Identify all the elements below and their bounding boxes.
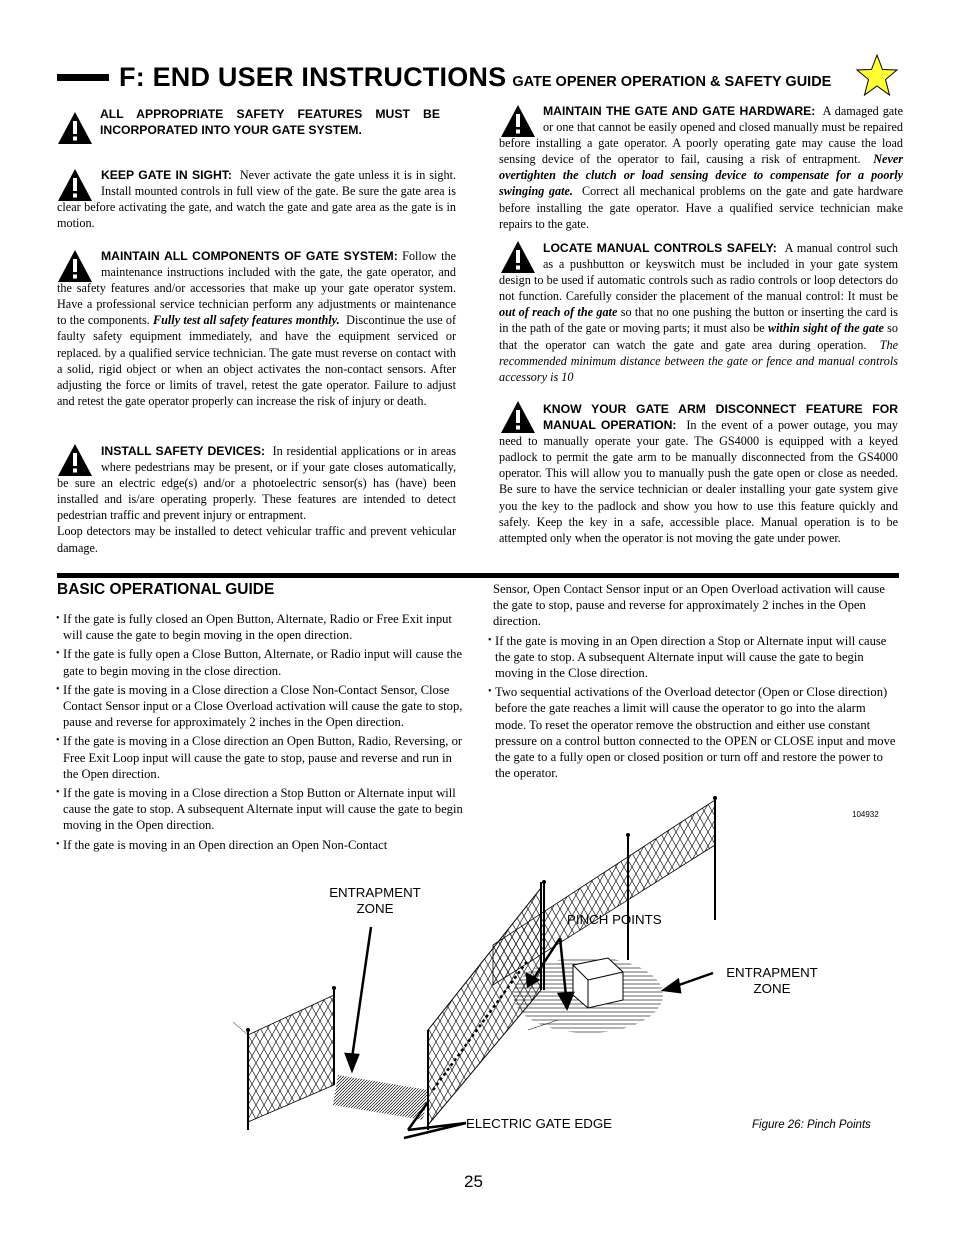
guide-title: BASIC OPERATIONAL GUIDE — [57, 581, 275, 598]
page-title — [119, 62, 831, 93]
section-text: Follow the maintenance instructions included with the gate, the gate operator, and the safety features and/or accessories that make up your gate operator system. Have a professional service technician perform any adjustments or maintenance to the components. — [57, 249, 456, 328]
warning-icon — [57, 111, 93, 145]
section-emphasis: Never overtighten the clutch or load sensing device to compensate for a poorly swinging gate. — [499, 152, 904, 199]
install-safety-devices — [57, 443, 456, 556]
list-item: • If the gate is fully closed an Open Button, Alternate, Radio or Free Exit input will cause the gate to begin moving in the open direction. — [57, 611, 469, 643]
notice-heading: ALL APPROPRIATE SAFETY FEATURES MUST BE INCORPORATED INTO YOUR GATE SYSTEM. — [100, 107, 440, 138]
section-text: Correct all mechanical problems on the gate and gate hardware before installing the gate operator. Have a qualified service technician make repairs to the gate. — [499, 184, 903, 231]
label-electric-gate-edge: ELECTRIC GATE EDGE — [466, 1116, 613, 1131]
title-sub: GATE OPENER OPERATION & SAFETY GUIDE — [512, 74, 832, 90]
label-entrapment-zone-right: ENTRAPMENT ZONE — [726, 965, 818, 996]
section-heading: MAINTAIN ALL COMPONENTS OF GATE SYSTEM: — [101, 249, 398, 263]
section-heading: INSTALL SAFETY DEVICES: — [101, 444, 266, 458]
safety-features-notice — [100, 106, 440, 138]
page-number: 25 — [464, 1172, 483, 1191]
guide-right-bullets — [489, 581, 899, 784]
section-heading: KEEP GATE IN SIGHT: — [101, 168, 232, 182]
section-text: A damaged gate or one that cannot be easily opened and closed manually must be repaired before installing a gate operator. A poorly operating gate may cause the load sensing device of the operator to fail, causing a risk of entrapment. — [499, 104, 904, 167]
section-text: so that the operator can watch the gate and gate area during operation. — [499, 321, 898, 352]
section-divider — [57, 573, 899, 578]
section-text: In residential applications or in areas where pedestrians may be present, or if your gate closes automatically, be sure an electric edge(s) and/or a photoelectric sensor(s) has (have) been installed and is/are operating properly. These features are intended to detect pedestrian traffic and prevent injury or entrapment. — [57, 444, 457, 523]
section-text: Loop detectors may be installed to detect vehicular traffic and prevent vehicular damage. — [57, 524, 456, 555]
list-item: • If the gate is moving in an Open direction an Open Non-Contact — [57, 837, 469, 853]
label-entrapment-zone-left: ENTRAPMENT ZONE — [329, 885, 421, 916]
section-text: Never activate the gate unless it is in sight. Install mounted controls in full view of the gate. Be sure the gate area is clear before activating the gate, and watch the gate and gate area as the gate is in motion. — [57, 168, 456, 231]
list-item: • If the gate is moving in an Open direction a Stop or Alternate input will cause the gate to stop. A subsequent Alternate input will cause the gate to begin moving in the Close direction. — [489, 633, 899, 682]
locate-manual-controls — [499, 240, 898, 385]
list-item: • Two sequential activations of the Overload detector (Open or Close direction) before the gate reaches a limit will cause the operator to go into the alarm mode. To reset the operator remove the obstruction and either use constant pressure on a control button connected to the OPEN or CLOSE input and move the gate to a fully open or closed position or turn off and restore the power to the operator. — [489, 684, 899, 781]
maintain-components — [57, 248, 456, 409]
section-emphasis: out of reach of the gate — [499, 305, 618, 320]
section-text: A manual control such as a pushbutton or keyswitch must be included in your gate system design to be used if automatic controls such as radio controls or loop detectors do not function. Carefully consider the placement of the manual control: It must be — [499, 241, 898, 304]
star-icon — [855, 53, 899, 99]
section-heading: LOCATE MANUAL CONTROLS SAFELY: — [543, 241, 777, 255]
list-item: • If the gate is fully open a Close Button, Alternate, or Radio input will cause the gate to begin moving in the close direction. — [57, 646, 469, 678]
header-rule — [57, 74, 109, 81]
section-text: Discontinue the use of faulty safety equipment immediately, and have the equipment serviced or replaced. by a qualified service technician. The gate must reverse on contact with a solid, rigid object or when an object activates the non-contact sensors. After adjusting the force or limits of travel, retest the gate operator. Failure to adjust and retest the gate operator properly can increase the risk of injury or death. — [57, 313, 457, 408]
section-text: In the event of a power outage, you may need to manually operate your gate. The GS4000 is equipped with a keyed padlock to permit the gate arm to be manually disconnected from the GS4000 operator. This will allow you to manually push the gate open or close as needed. Be sure to have the service technician or dealer installing your gate system give you the key to the padlock and show you how to use this feature quickly and safely. Keep the key in a safe, accessible place. Manual operation is to be attempted only when the operator is not moving the gate under power. — [499, 418, 899, 545]
list-item: • If the gate is moving in a Close direction a Stop Button or Alternate input will cause the gate to stop. A subsequent Alternate input will cause the gate to begin moving in the Open direction. — [57, 785, 469, 834]
keep-gate-in-sight — [57, 167, 456, 231]
pinch-points-illustration — [228, 790, 728, 1150]
section-italic: The recommended minimum distance between the gate or fence and manual controls accessory is 10 — [499, 337, 899, 384]
section-text: so that no one pushing the button or inserting the card is in the path of the gate or moving parts; it must also be — [499, 305, 898, 336]
maintain-gate-hardware — [499, 103, 903, 232]
figure-caption: Figure 26: Pinch Points — [752, 1119, 871, 1131]
section-heading: MAINTAIN THE GATE AND GATE HARDWARE: — [543, 104, 816, 118]
section-emphasis: Fully test all safety features monthly. — [153, 313, 340, 328]
label-pinch-points: PINCH POINTS — [567, 912, 662, 927]
list-item: • If the gate is moving in a Close direction an Open Button, Radio, Reversing, or Free Exit Loop input will cause the gate to stop, pause and reverse and run in the Open direction. — [57, 733, 469, 782]
gate-arm-disconnect — [499, 401, 898, 546]
figure-id: 104932 — [852, 810, 879, 819]
section-heading: KNOW YOUR GATE ARM DISCONNECT FEATURE FOR MANUAL OPERATION: — [543, 402, 898, 433]
list-item: • If the gate is moving in a Close direction a Close Non-Contact Sensor, Close Contact Sensor input or a Close Overload activation will cause the gate to stop, pause and reverse for approximately 2 inches in the Open direction. — [57, 682, 469, 731]
title-main: F: END USER INSTRUCTIONS — [119, 62, 507, 92]
section-emphasis: within sight of the gate — [767, 321, 884, 336]
list-item-continued: Sensor, Open Contact Sensor input or an Open Overload activation will cause the gate to stop, pause and reverse for approximately 2 inches in the Open direction. — [493, 582, 885, 629]
